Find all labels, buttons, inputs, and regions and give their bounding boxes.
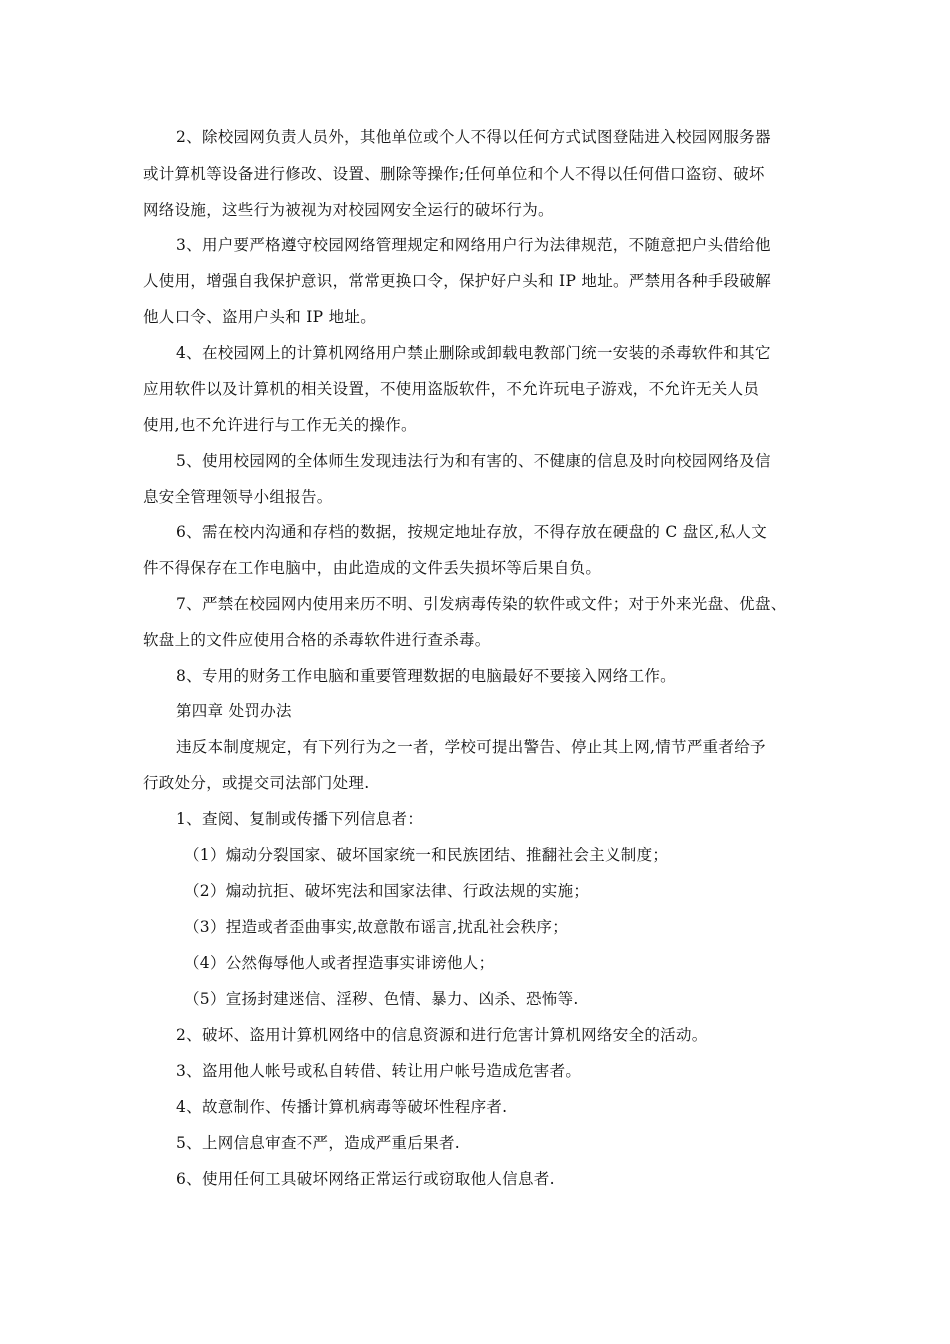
text-line: 5、上网信息审查不严，造成严重后果者. [176,1134,460,1152]
text-line: 1、查阅、复制或传播下列信息者： [176,810,424,828]
text-line: 人使用，增强自我保护意识，常常更换口令，保护好户头和 IP 地址。严禁用各种手段破解 [143,272,772,290]
text-line: 网络设施，这些行为被视为对校园网安全运行的破坏行为。 [143,201,554,219]
sub-item: （3）捏造或者歪曲事实,故意散布谣言,扰乱社会秩序； [184,918,569,936]
text-line: 件不得保存在工作电脑中，由此造成的文件丢失损坏等后果自负。 [143,559,602,577]
text-line: 7、严禁在校园网内使用来历不明、引发病毒传染的软件或文件；对于外来光盘、优盘、 [176,595,787,613]
text-line: 6、使用任何工具破坏网络正常运行或窃取他人信息者. [176,1170,555,1188]
text-line: 或计算机等设备进行修改、设置、删除等操作;任何单位和个人不得以任何借口盗窃、破坏 [143,165,765,183]
sub-item: （2）煽动抗拒、破坏宪法和国家法律、行政法规的实施； [184,882,590,900]
text-line: 2、除校园网负责人员外，其他单位或个人不得以任何方式试图登陆进入校园网服务器 [176,128,771,146]
text-line: 8、专用的财务工作电脑和重要管理数据的电脑最好不要接入网络工作。 [176,667,676,685]
text-line: 违反本制度规定，有下列行为之一者，学校可提出警告、停止其上网,情节严重者给予 [176,738,766,756]
sub-item: （1）煽动分裂国家、破坏国家统一和民族团结、推翻社会主义制度； [184,846,669,864]
text-line: 4、故意制作、传播计算机病毒等破坏性程序者. [176,1098,508,1116]
text-line: 3、用户要严格遵守校园网络管理规定和网络用户行为法律规范，不随意把户头借给他 [176,236,771,254]
text-line: 应用软件以及计算机的相关设置，不使用盗版软件，不允许玩电子游戏，不允许无关人员 [143,380,760,398]
text-line: 息安全管理领导小组报告。 [143,488,333,506]
text-line: 软盘上的文件应使用合格的杀毒软件进行查杀毒。 [143,631,491,649]
text-line: 行政处分，或提交司法部门处理. [143,774,370,792]
text-line: 4、在校园网上的计算机网络用户禁止删除或卸载电教部门统一安装的杀毒软件和其它 [176,344,771,362]
text-line: 5、使用校园网的全体师生发现违法行为和有害的、不健康的信息及时向校园网络及信 [176,452,771,470]
sub-item: （5）宣扬封建迷信、淫秽、色情、暴力、凶杀、恐怖等. [184,990,579,1008]
text-line: 使用,也不允许进行与工作无关的操作。 [143,416,417,434]
text-line: 3、盗用他人帐号或私自转借、转让用户帐号造成危害者。 [176,1062,582,1080]
text-line: 6、需在校内沟通和存档的数据，按规定地址存放，不得存放在硬盘的 C 盘区,私人文 [176,523,768,541]
text-line: 2、破坏、盗用计算机网络中的信息资源和进行危害计算机网络安全的活动。 [176,1026,708,1044]
text-line: 他人口令、盗用户头和 IP 地址。 [143,308,377,326]
sub-item: （4）公然侮辱他人或者捏造事实诽谤他人； [184,954,495,972]
chapter-heading: 第四章 处罚办法 [176,702,292,720]
